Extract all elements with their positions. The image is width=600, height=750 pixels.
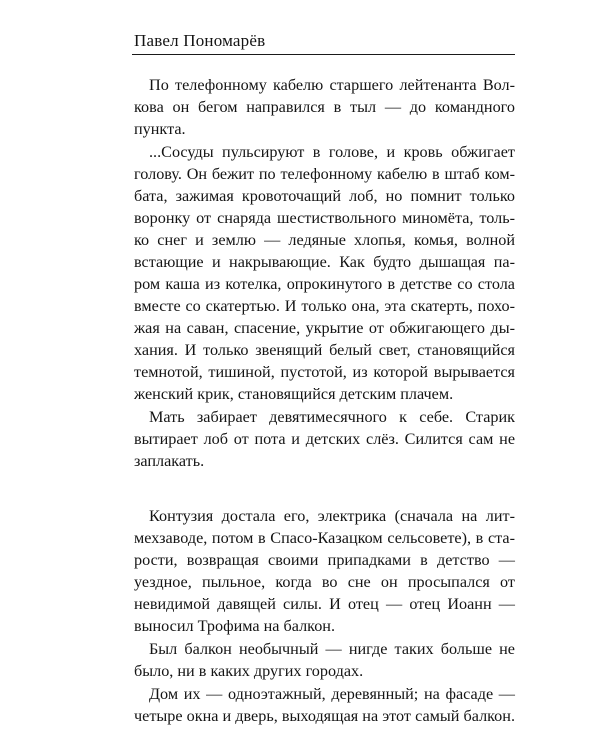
- text-line: хания. И только звенящий белый свет, становящийся: [134, 341, 515, 359]
- text-line: ром каша из котелка, опрокинутого в детстве со стола: [134, 275, 515, 293]
- text-line: рости, возвращая своими припадками в детство —: [134, 551, 515, 569]
- text-line: Дом их — одноэтажный, деревянный; на фасаде —: [149, 685, 515, 703]
- text-line: ...Сосуды пульсируют в голове, и кровь обжигает: [149, 143, 515, 161]
- text-line: уездное, пыльное, когда во сне он просыпался от: [134, 573, 515, 591]
- text-line: было, ни в каких других городах.: [134, 662, 364, 680]
- text-line: четыре окна и дверь, выходящая на этот самый балкон.: [134, 707, 515, 725]
- text-line: темнотой, тишиной, пустотой, из которой вырывается: [134, 363, 515, 381]
- text-line: Был балкон необычный — нигде таких больше не: [149, 640, 515, 658]
- text-line: ко снег и землю — ледяные хлопья, комья, волной: [134, 231, 515, 249]
- text-line: Контузия достала его, электрика (сначала на лит-: [149, 507, 515, 525]
- text-line: воронку от снаряда шестиствольного миномёта, толь-: [134, 209, 515, 227]
- text-line: заплакать.: [134, 452, 205, 470]
- text-line: По телефонному кабелю старшего лейтенанта Вол-: [149, 76, 515, 94]
- text-line: вытирает лоб от пота и детских слёз. Силится сам не: [134, 430, 515, 448]
- text-line: выносил Трофима на балкон.: [134, 617, 336, 635]
- text-line: встающие и накрывающие. Как будто дышащая па-: [134, 253, 515, 271]
- text-line: невидимой давящей силы. И отец — отец Иоанн —: [134, 595, 515, 613]
- running-head: Павел Пономарёв: [134, 31, 266, 50]
- text-line: бата, зажимая кровоточащий лоб, но помнит только: [134, 187, 515, 205]
- header-rule: [132, 54, 515, 55]
- text-line: жая на саван, спасение, укрытие от обжигающего ды-: [134, 319, 515, 337]
- text-line: мехзаводе, потом в Спасо-Казацком сельсовете), в ста-: [134, 529, 515, 547]
- text-line: женский крик, становящийся детским плачем.: [134, 385, 454, 403]
- text-line: голову. Он бежит по телефонному кабелю в штаб ком-: [134, 165, 515, 183]
- text-line: Мать забирает девятимесячного к себе. Старик: [149, 408, 515, 426]
- text-line: кова он бегом направился в тыл — до командного: [134, 98, 515, 116]
- text-line: вместе со скатертью. И только она, эта скатерть, похо-: [134, 297, 515, 315]
- text-line: пункта.: [134, 120, 186, 138]
